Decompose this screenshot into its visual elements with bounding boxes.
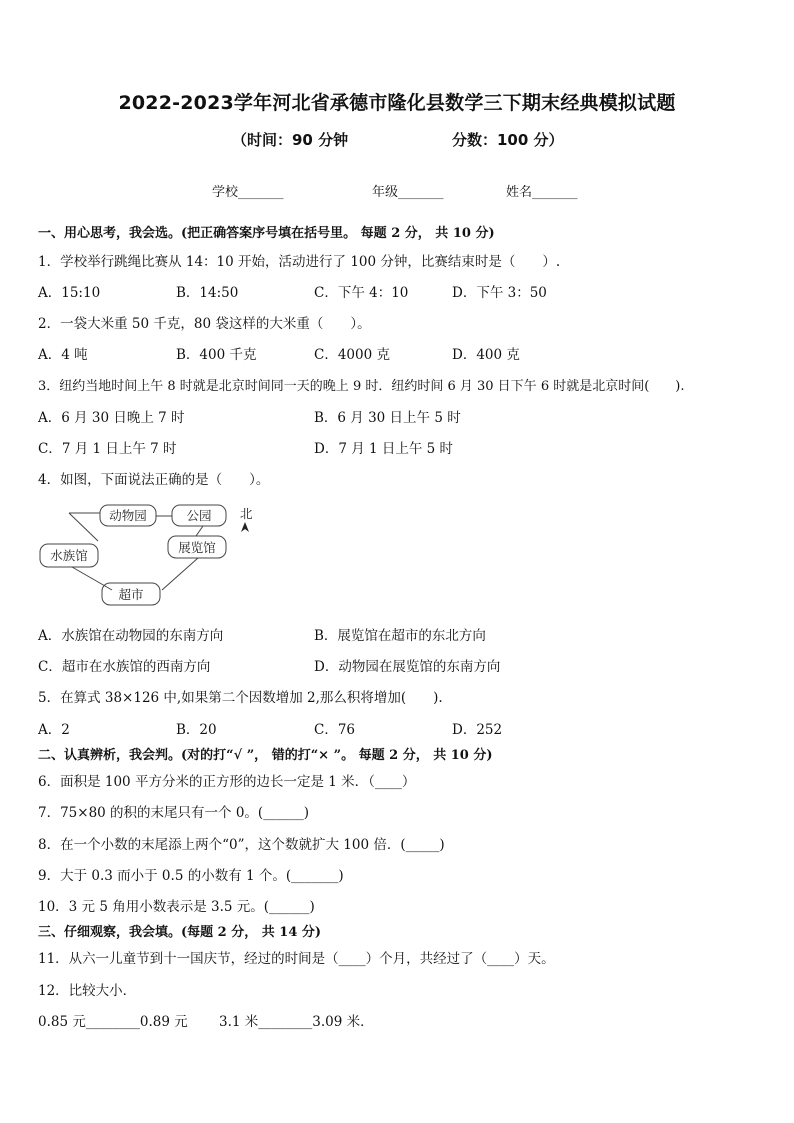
question-8: 8．在一个小数的末尾添上两个“0”，这个数就扩大 100 倍．(_____) xyxy=(38,837,445,853)
q4-option-b: B．展览馆在超市的东北方向 xyxy=(314,628,486,644)
q3-option-b: B．6 月 30 日上午 5 时 xyxy=(314,410,461,426)
q2-option-a: A．4 吨 xyxy=(38,347,88,363)
map-diagram xyxy=(36,500,266,612)
question-10: 10．3 元 5 角用小数表示是 3.5 元。(______) xyxy=(38,899,315,915)
q2-option-d: D．400 克 xyxy=(452,347,520,363)
q4-option-c: C．超市在水族馆的西南方向 xyxy=(38,659,211,675)
q1-option-d: D．下午 3：50 xyxy=(452,285,547,301)
q1-option-b: B．14:50 xyxy=(176,285,239,301)
node-park: 公园 xyxy=(186,508,212,523)
q5-option-d: D．252 xyxy=(452,722,503,738)
link-aquarium-market xyxy=(72,567,112,590)
question-11: 11．从六一儿童节到十一国庆节，经过的时间是（____）个月，共经过了（____）天。 xyxy=(38,951,555,967)
q3-option-a: A．6 月 30 日晚上 7 时 xyxy=(38,410,185,426)
section-heading-3: 三、仔细观察，我会填。(每题 2 分， 共 14 分) xyxy=(38,925,322,940)
question-9: 9．大于 0.3 而小于 0.5 的小数有 1 个。(_______) xyxy=(38,868,344,884)
name-field: 姓名_______ xyxy=(506,185,578,200)
question-1: 1．学校举行跳绳比赛从 14：10 开始，活动进行了 100 分钟，比赛结束时是（ ）. xyxy=(38,254,561,270)
q12-compare-a: 0.85 元________0.89 元 xyxy=(38,1014,188,1030)
north-label: 北 xyxy=(240,506,253,521)
question-6: 6．面积是 100 平方分米的正方形的边长一定是 1 米．（____） xyxy=(38,774,416,790)
north-arrow-icon xyxy=(241,522,249,532)
node-aquarium: 水族馆 xyxy=(50,548,88,563)
grade-field: 年级_______ xyxy=(372,185,444,200)
school-field: 学校_______ xyxy=(212,185,284,200)
question-4: 4．如图，下面说法正确的是（ ）。 xyxy=(38,472,270,488)
question-2: 2．一袋大米重 50 千克，80 袋这样的大米重（ ）。 xyxy=(38,316,371,332)
q4-option-a: A．水族馆在动物园的东南方向 xyxy=(38,628,224,644)
question-12: 12．比较大小． xyxy=(38,983,137,999)
q3-option-c: C．7 月 1 日上午 7 时 xyxy=(38,441,177,457)
question-3: 3．纽约当地时间上午 8 时就是北京时间同一天的晚上 9 时．纽约时间 6 月 30 日下午 6 时就是北京时间( ). xyxy=(38,379,685,394)
q1-option-a: A．15:10 xyxy=(38,285,101,301)
q1-option-c: C．下午 4：10 xyxy=(314,285,409,301)
link-market-expo xyxy=(162,558,198,590)
q5-option-b: B．20 xyxy=(176,722,217,738)
q12-compare-b: 3.1 米________3.09 米． xyxy=(219,1014,374,1030)
exam-score: 分数：100 分） xyxy=(452,131,564,149)
section-heading-1: 一、用心思考，我会选。(把正确答案序号填在括号里。 每题 2 分， 共 10 分) xyxy=(38,226,495,241)
exam-time: （时间：90 分钟 xyxy=(232,131,349,149)
q2-option-c: C．4000 克 xyxy=(314,347,390,363)
q2-option-b: B．400 千克 xyxy=(176,347,257,363)
q4-option-d: D．动物园在展览馆的东南方向 xyxy=(314,659,501,675)
question-7: 7．75×80 的积的末尾只有一个 0。(______) xyxy=(38,805,309,821)
page-title: 2022-2023学年河北省承德市隆化县数学三下期末经典模拟试题 xyxy=(118,92,676,114)
node-market: 超市 xyxy=(118,587,144,602)
q5-option-c: C．76 xyxy=(314,722,356,738)
q3-option-d: D．7 月 1 日上午 5 时 xyxy=(314,441,454,457)
question-5: 5．在算式 38×126 中,如果第二个因数增加 2,那么积将增加( ). xyxy=(38,690,443,706)
node-zoo: 动物园 xyxy=(109,508,147,523)
q5-option-a: A．2 xyxy=(38,722,70,738)
link-zoo-aquarium xyxy=(69,513,98,541)
link-park-expo xyxy=(196,526,203,536)
section-heading-2: 二、认真辨析，我会判。(对的打“√ ”， 错的打“× ”。 每题 2 分， 共 10 分) xyxy=(38,748,493,763)
node-expo: 展览馆 xyxy=(178,540,216,555)
